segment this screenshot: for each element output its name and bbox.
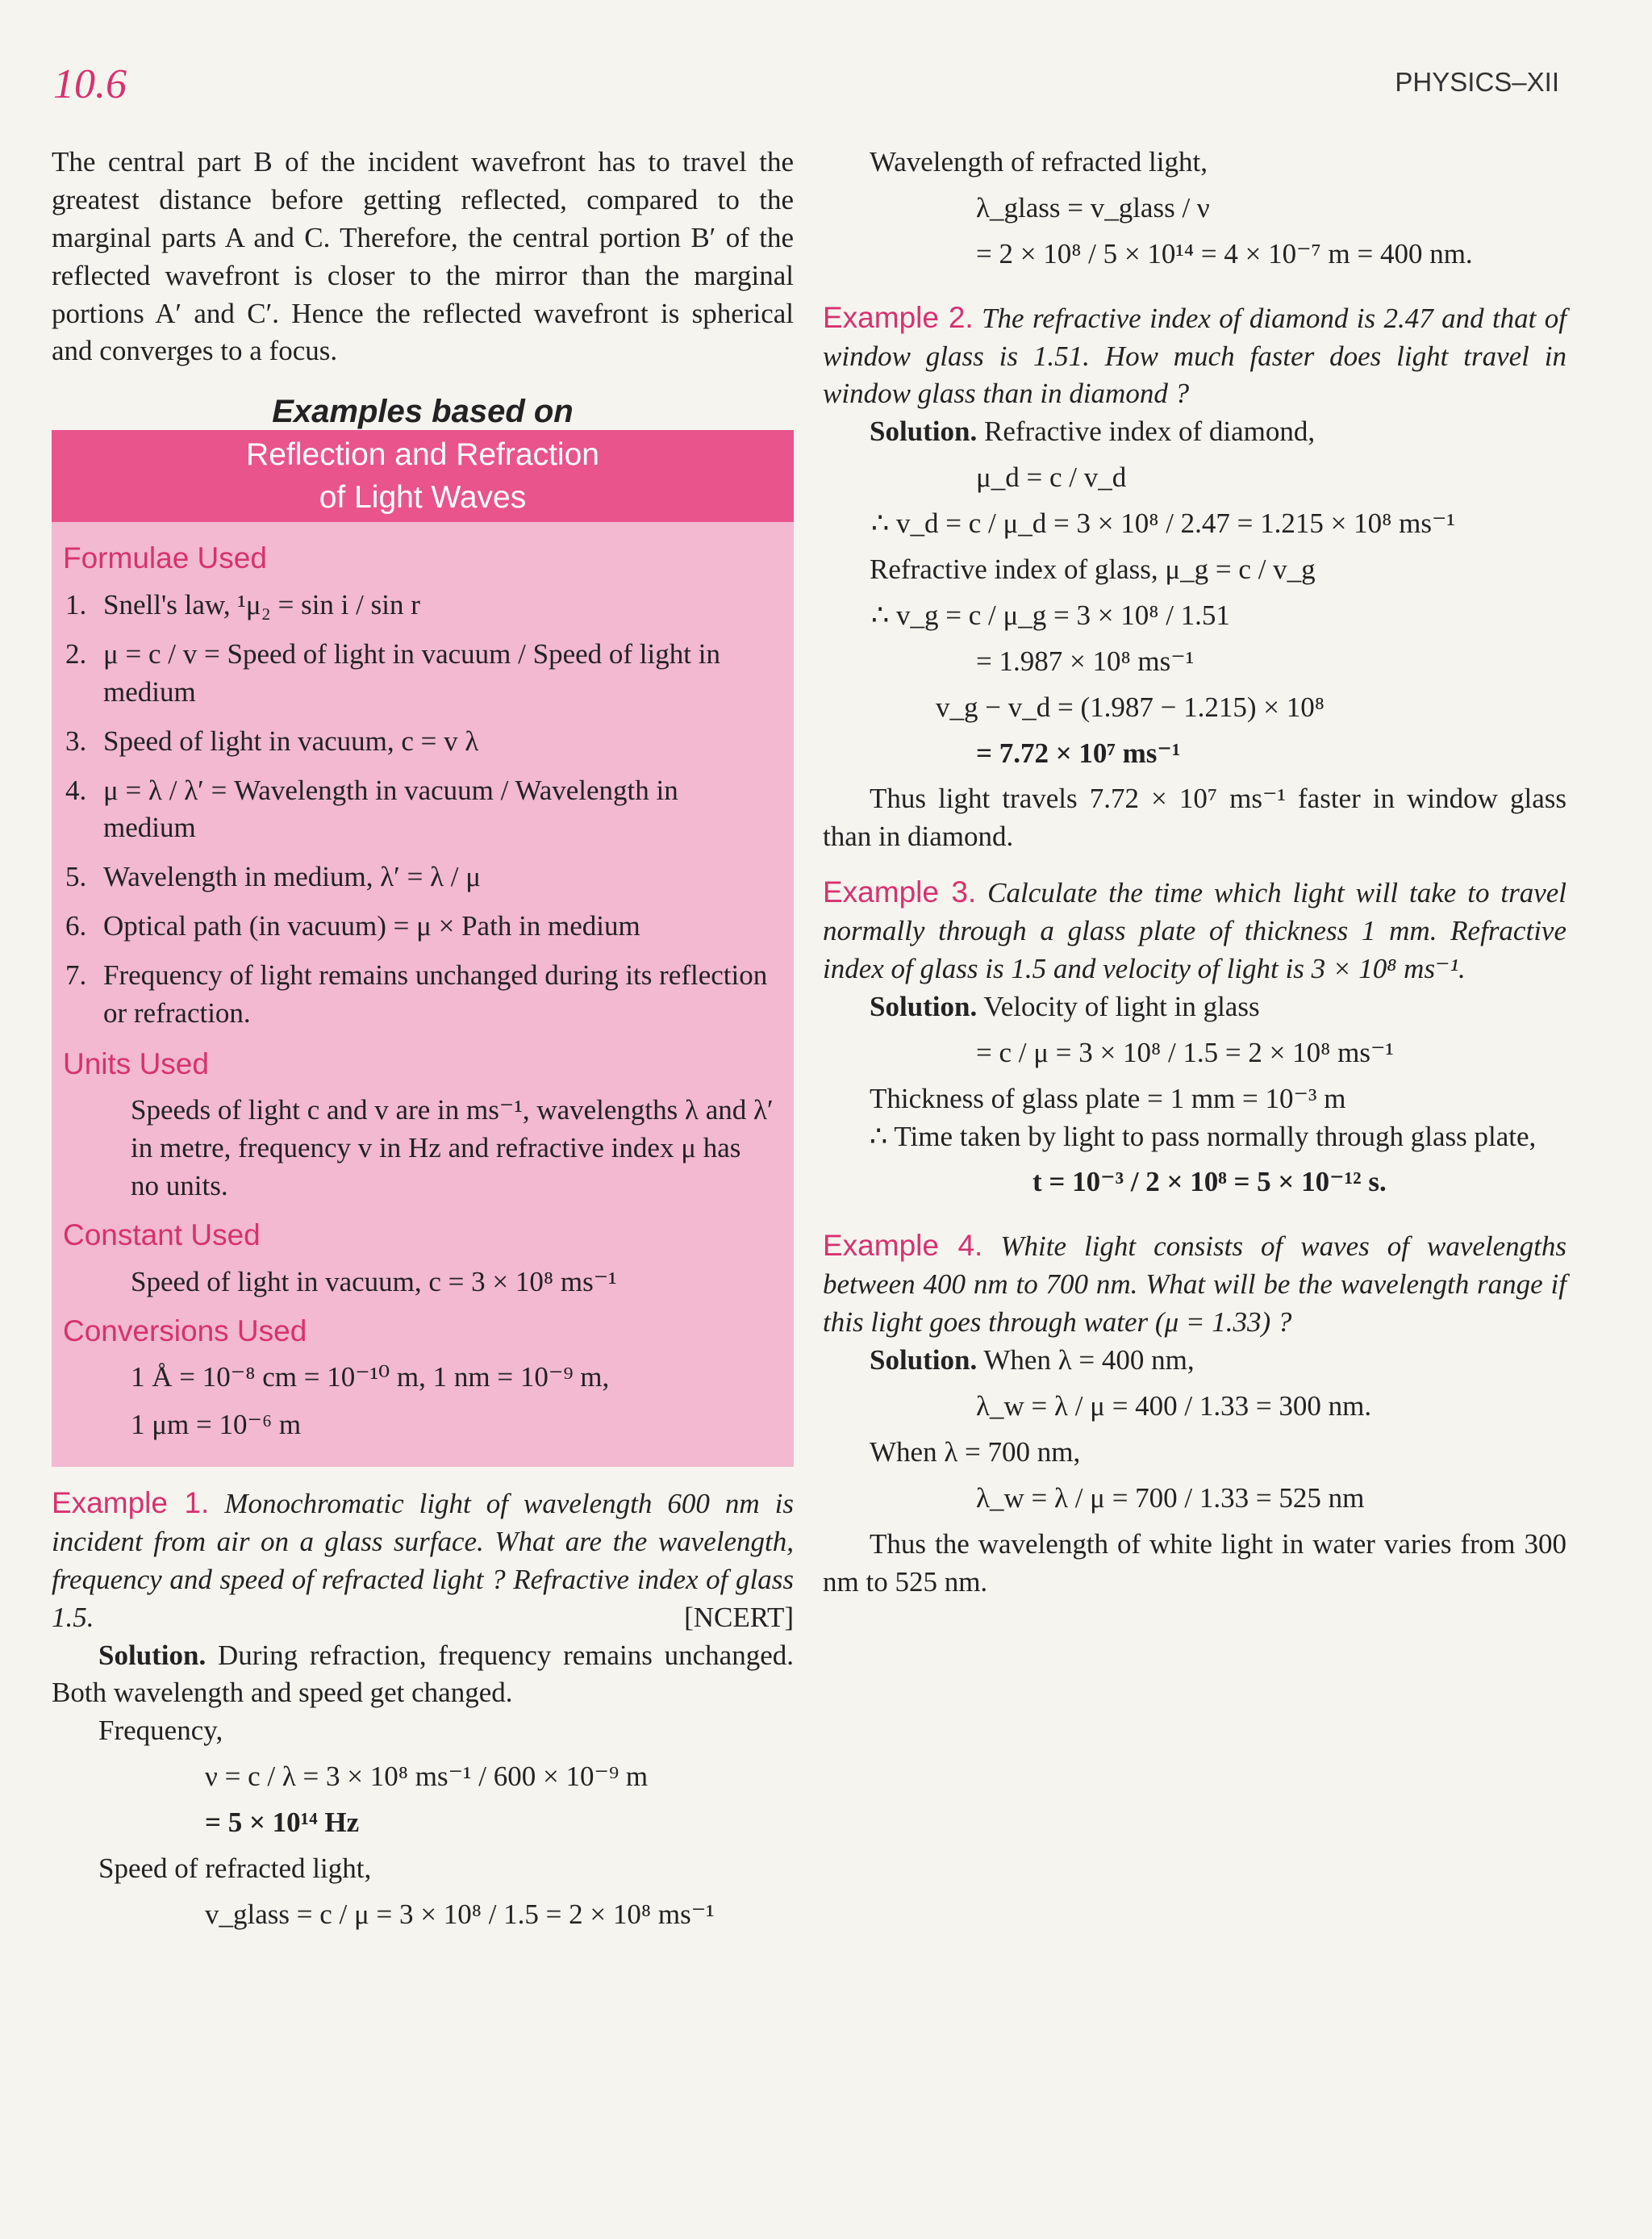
equation: λ_w = λ / μ = 700 / 1.33 = 525 nm [976, 1481, 1365, 1514]
formula-item: 3. Speed of light in vacuum, c = v λ [94, 723, 774, 761]
formula-item: 7. Frequency of light remains unchanged during its reflection or refraction. [94, 957, 774, 1033]
formula-item: 1. Snell's law, ¹μ₂ = sin i / sin r [94, 587, 774, 624]
units-text: Speeds of light c and v are in ms⁻¹, wavelengths λ and λ′ in metre, frequency v in Hz and refractive index μ has no units. [131, 1094, 774, 1202]
formula-item: 4. μ = λ / λ′ = Wavelength in vacuum / Wavelength in medium [94, 772, 774, 848]
box-title: Examples based on [272, 394, 574, 430]
example-3-label: Example 3. [823, 875, 977, 909]
formula-item: 6. Optical path (in vacuum) = μ × Path in medium [94, 908, 774, 946]
solution-text: Refractive index of diamond, [984, 416, 1316, 448]
examples-box-heading [52, 393, 794, 522]
example-3-question [823, 872, 1566, 988]
equation: = 1.987 × 10⁸ ms⁻¹ [976, 645, 1195, 677]
example-2-conclusion: Thus light travels 7.72 × 10⁷ ms⁻¹ faster in window glass than in diamond. [823, 783, 1566, 853]
intro-paragraph: The central part B of the incident wavefront has to travel the greatest distance before getting reflected, compared to the marginal parts A and C. Therefore, the central portion B′ of the reflected wavefront is closer to the mirror than the marginal portions A′ and C′. Hence the reflected wavefront is spherical and converges to a focus. [52, 146, 794, 367]
frequency-label: Frequency, [98, 1715, 223, 1747]
example-4-question [823, 1226, 1566, 1342]
wavelength-label: Wavelength of refracted light, [870, 146, 1208, 178]
speed-label: Speed of refracted light, [98, 1852, 372, 1884]
equation: μ_d = c / v_d [976, 462, 1127, 494]
wavelength-result: = 2 × 10⁸ / 5 × 10¹⁴ = 4 × 10⁻⁷ m = 400 nm. [976, 237, 1473, 269]
example-3-solution [823, 988, 1566, 1026]
example-4-solution [823, 1342, 1566, 1380]
speed-equation: v_glass = c / μ = 3 × 10⁸ / 1.5 = 2 × 10⁸ ms⁻¹ [205, 1898, 715, 1930]
example-1-label: Example 1. [52, 1485, 210, 1519]
solution-label: Solution. [870, 416, 978, 448]
solution-text: When λ = 700 nm, [870, 1435, 1081, 1468]
frequency-result: = 5 × 10¹⁴ Hz [205, 1807, 360, 1839]
solution-text: Thickness of glass plate = 1 mm = 10⁻³ m [870, 1082, 1346, 1114]
example-4-text: White light consists of waves of wavelengths between 400 nm to 700 nm. What will be the wavelength range if this light goes through water (μ = 1.33) ? [823, 1230, 1566, 1339]
right-column [823, 144, 1566, 1601]
conversions-heading: Conversions Used [63, 1314, 307, 1347]
wavelength-equation: λ_glass = v_glass / ν [976, 191, 1210, 223]
solution-text: During refraction, frequency remains unchanged. Both wavelength and speed get changed. [52, 1639, 794, 1709]
solution-text: Velocity of light in glass [983, 990, 1260, 1022]
formulae-list [63, 587, 774, 1033]
example-2-question [823, 298, 1566, 414]
formulae-heading: Formulae Used [63, 541, 267, 575]
constant-heading: Constant Used [63, 1218, 261, 1252]
solution-text: ∴ Time taken by light to pass normally through glass plate, [870, 1120, 1537, 1152]
equation: ∴ v_d = c / μ_d = 3 × 10⁸ / 2.47 = 1.215 × 10⁸ ms⁻¹ [871, 508, 1455, 540]
example-3-text: Calculate the time which light will take to travel normally through a glass plate of thickness 1 mm. Refractive index of glass is 1.5 and velocity of light is 3 × 10⁸ ms⁻¹. [823, 877, 1566, 985]
formulae-box [52, 522, 794, 1467]
equation-result: t = 10⁻³ / 2 × 10⁸ = 5 × 10⁻¹² s. [1032, 1166, 1387, 1198]
formula-item: 5. Wavelength in medium, λ′ = λ / μ [94, 858, 774, 896]
solution-label: Solution. [870, 1344, 978, 1376]
constant-text: Speed of light in vacuum, c = 3 × 10⁸ ms⁻¹ [131, 1265, 617, 1297]
equation: λ_w = λ / μ = 400 / 1.33 = 300 nm. [976, 1389, 1372, 1422]
example-2-text: The refractive index of diamond is 2.47 and that of window glass is 1.51. How much faster does light travel in window glass than in diamond ? [823, 302, 1566, 410]
equation: = c / μ = 3 × 10⁸ / 1.5 = 2 × 10⁸ ms⁻¹ [976, 1036, 1394, 1068]
example-1-text: Monochromatic light of wavelength 600 nm is incident from air on a glass surface. What are the wavelength, frequency and speed of refracted light ? Refractive index of glass 1.5. [52, 1487, 795, 1633]
left-column [52, 144, 794, 1942]
example-4-label: Example 4. [823, 1229, 983, 1263]
example-2-label: Example 2. [823, 300, 974, 334]
example-1-question [52, 1483, 794, 1637]
equation: v_g − v_d = (1.987 − 1.215) × 10⁸ [936, 691, 1325, 723]
box-title-bar [52, 430, 794, 522]
equation-result: = 7.72 × 10⁷ ms⁻¹ [976, 737, 1181, 769]
frequency-equation: ν = c / λ = 3 × 10⁸ ms⁻¹ / 600 × 10⁻⁹ m [205, 1761, 649, 1793]
ncert-tag: [NCERT] [684, 1601, 794, 1633]
conversions-line: 1 Å = 10⁻⁸ cm = 10⁻¹⁰ m, 1 nm = 10⁻⁹ m, [131, 1361, 610, 1393]
running-head: PHYSICS–XII [1395, 67, 1559, 97]
page-number: 10.6 [53, 61, 127, 107]
box-title-bar-line2: of Light Waves [319, 480, 527, 516]
conversions-line: 1 μm = 10⁻⁶ m [131, 1409, 302, 1441]
box-title-bar-line1: Reflection and Refraction [246, 437, 599, 473]
solution-text: When λ = 400 nm, [983, 1344, 1195, 1376]
example-4-conclusion: Thus the wavelength of white light in water varies from 300 nm to 525 nm. [823, 1527, 1566, 1598]
example-1-solution [52, 1637, 794, 1713]
units-heading: Units Used [63, 1046, 209, 1080]
formula-item: 2. μ = c / v = Speed of light in vacuum / Speed of light in medium [94, 636, 774, 712]
equation: ∴ v_g = c / μ_g = 3 × 10⁸ / 1.51 [871, 599, 1230, 631]
solution-label: Solution. [98, 1639, 206, 1671]
solution-label: Solution. [870, 990, 978, 1022]
example-2-solution [823, 413, 1566, 451]
solution-text: Refractive index of glass, μ_g = c / v_g [870, 553, 1316, 586]
